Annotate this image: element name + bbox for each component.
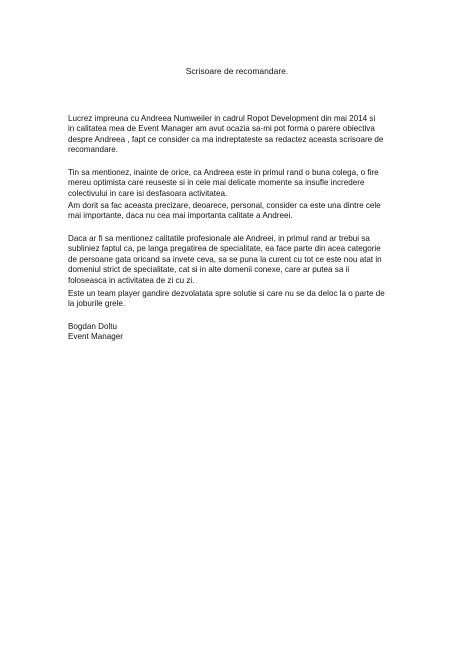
letter-title: Scrisoare de recomandare. — [185, 66, 289, 76]
paragraph-line: mereu optimista care reuseste si in cele mai delicate momente sa insufle incredere — [68, 178, 365, 188]
signature-role: Event Manager — [68, 332, 123, 342]
paragraph-line: Este un team player gandire dezvolatata spre solutie si care nu se da deloc la o parte de — [68, 289, 385, 298]
paragraph-line: mai importante, daca nu cea mai importanta calitate a Andreei. — [68, 211, 293, 221]
paragraph-precision — [68, 201, 408, 222]
paragraph-intro — [68, 114, 408, 156]
paragraph-line: foloseasca in activitatea de zi cu zi. — [68, 275, 195, 285]
paragraph-line: de persoane gata oricand sa invete ceva, sa se puna la curent cu tot ce este nou atat in — [68, 254, 382, 264]
paragraph-line: Am dorit sa fac aceasta precizare, deoarece, personal, consider ca este una dintre cele — [68, 201, 381, 210]
paragraph-colleague — [68, 168, 408, 199]
paragraph-line: la joburile grele. — [68, 299, 126, 309]
paragraph-line: domeniul strict de specialitate, cat si in alte domenii conexe, care ar putea sa ii — [68, 265, 350, 275]
paragraph-line: recomandare. — [68, 145, 118, 155]
paragraph-line: Daca ar fi sa mentionez calitatile profesionale ale Andreei, in primul rand ar trebui sa — [68, 234, 370, 243]
paragraph-line: in calitatea mea de Event Manager am avut ocazia sa-mi pot forma o parere obiectiva — [68, 124, 375, 134]
paragraph-line: subliniez faptul ca, pe langa pregatirea de specialitate, ea face parte din acea categorie — [68, 244, 381, 254]
signature-block — [68, 322, 408, 343]
paragraph-line: Lucrez impreuna cu Andreea Numweiler in cadrul Ropot Development din mai 2014 si — [68, 114, 376, 123]
paragraph-professional — [68, 234, 408, 286]
paragraph-team-player — [68, 289, 408, 310]
paragraph-line: despre Andreea , fapt ce consider ca ma indreptateste sa redactez aceasta scrisoare de — [68, 134, 384, 144]
paragraph-line: colectivului in care isi desfasoara activitatea. — [68, 188, 228, 198]
paragraph-line: Tin sa mentionez, inainte de orice, ca Andreea este in primul rand o buna colega, o fire — [68, 168, 379, 177]
signature-name: Bogdan Doltu — [68, 322, 118, 331]
